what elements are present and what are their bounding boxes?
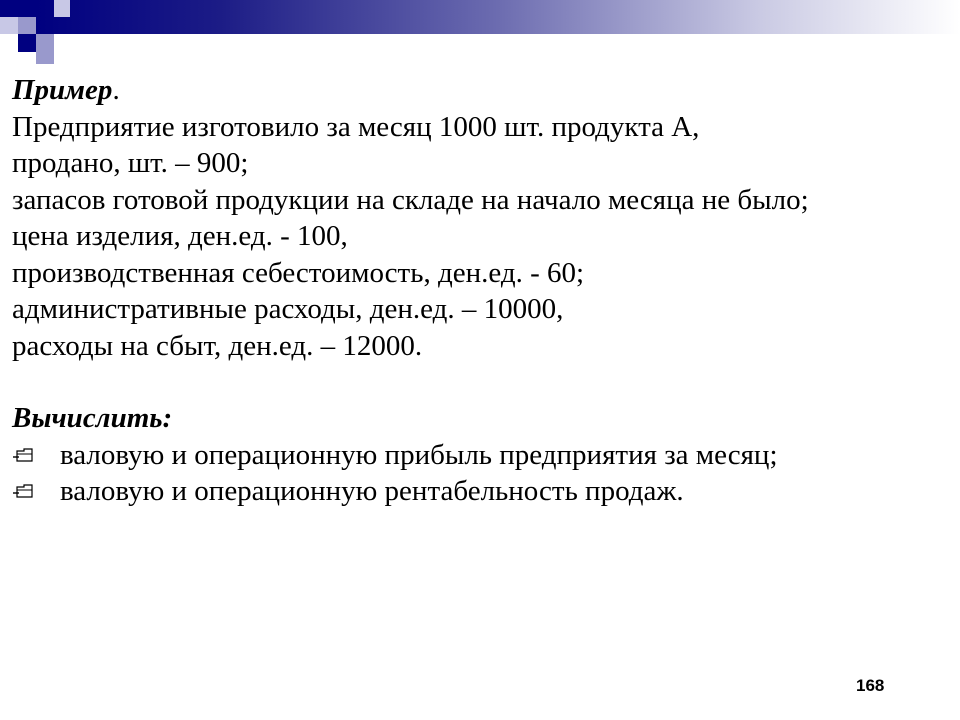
example-line-4: цена изделия, ден.ед. - 100, [12, 220, 348, 252]
example-title: Пример [12, 74, 113, 106]
header-square-lilac-2 [36, 34, 54, 52]
header-gradient-bar [36, 0, 960, 34]
task-item-text: валовую и операционную прибыль предприятия за месяц; [60, 438, 778, 471]
folder-bullet-icon [12, 437, 60, 473]
spacer [12, 364, 942, 400]
folder-bullet-icon [12, 473, 60, 509]
example-line-1: Предприятие изготовило за месяц 1000 шт. продукта А, [12, 110, 700, 143]
example-line-7: расходы на сбыт, ден.ед. – 12000. [12, 329, 423, 362]
slide-content [12, 72, 942, 510]
header-square-navy-1 [0, 0, 36, 17]
header-square-pale-1 [0, 17, 18, 34]
header-square-lilac-3 [36, 52, 54, 64]
example-title-suffix: . [112, 74, 120, 106]
header-square-pale-2 [54, 0, 70, 17]
header-square-navy-2 [18, 34, 36, 52]
task-item [12, 437, 942, 474]
page-number: 168 [856, 676, 885, 695]
example-line-5: производственная себестоимость, ден.ед. - 60; [12, 256, 585, 289]
task-item-text: валовую и операционную рентабельность продаж. [60, 475, 684, 507]
example-line-6: административные расходы, ден.ед. – 10000, [12, 293, 564, 325]
example-line-3: запасов готовой продукции на складе на начало месяца не было; [12, 183, 809, 216]
task-item [12, 473, 942, 510]
task-label: Вычислить: [12, 402, 173, 434]
example-title-line [12, 72, 942, 109]
header-square-lilac-1 [18, 17, 36, 34]
example-line-2: продано, шт. – 900; [12, 147, 249, 179]
